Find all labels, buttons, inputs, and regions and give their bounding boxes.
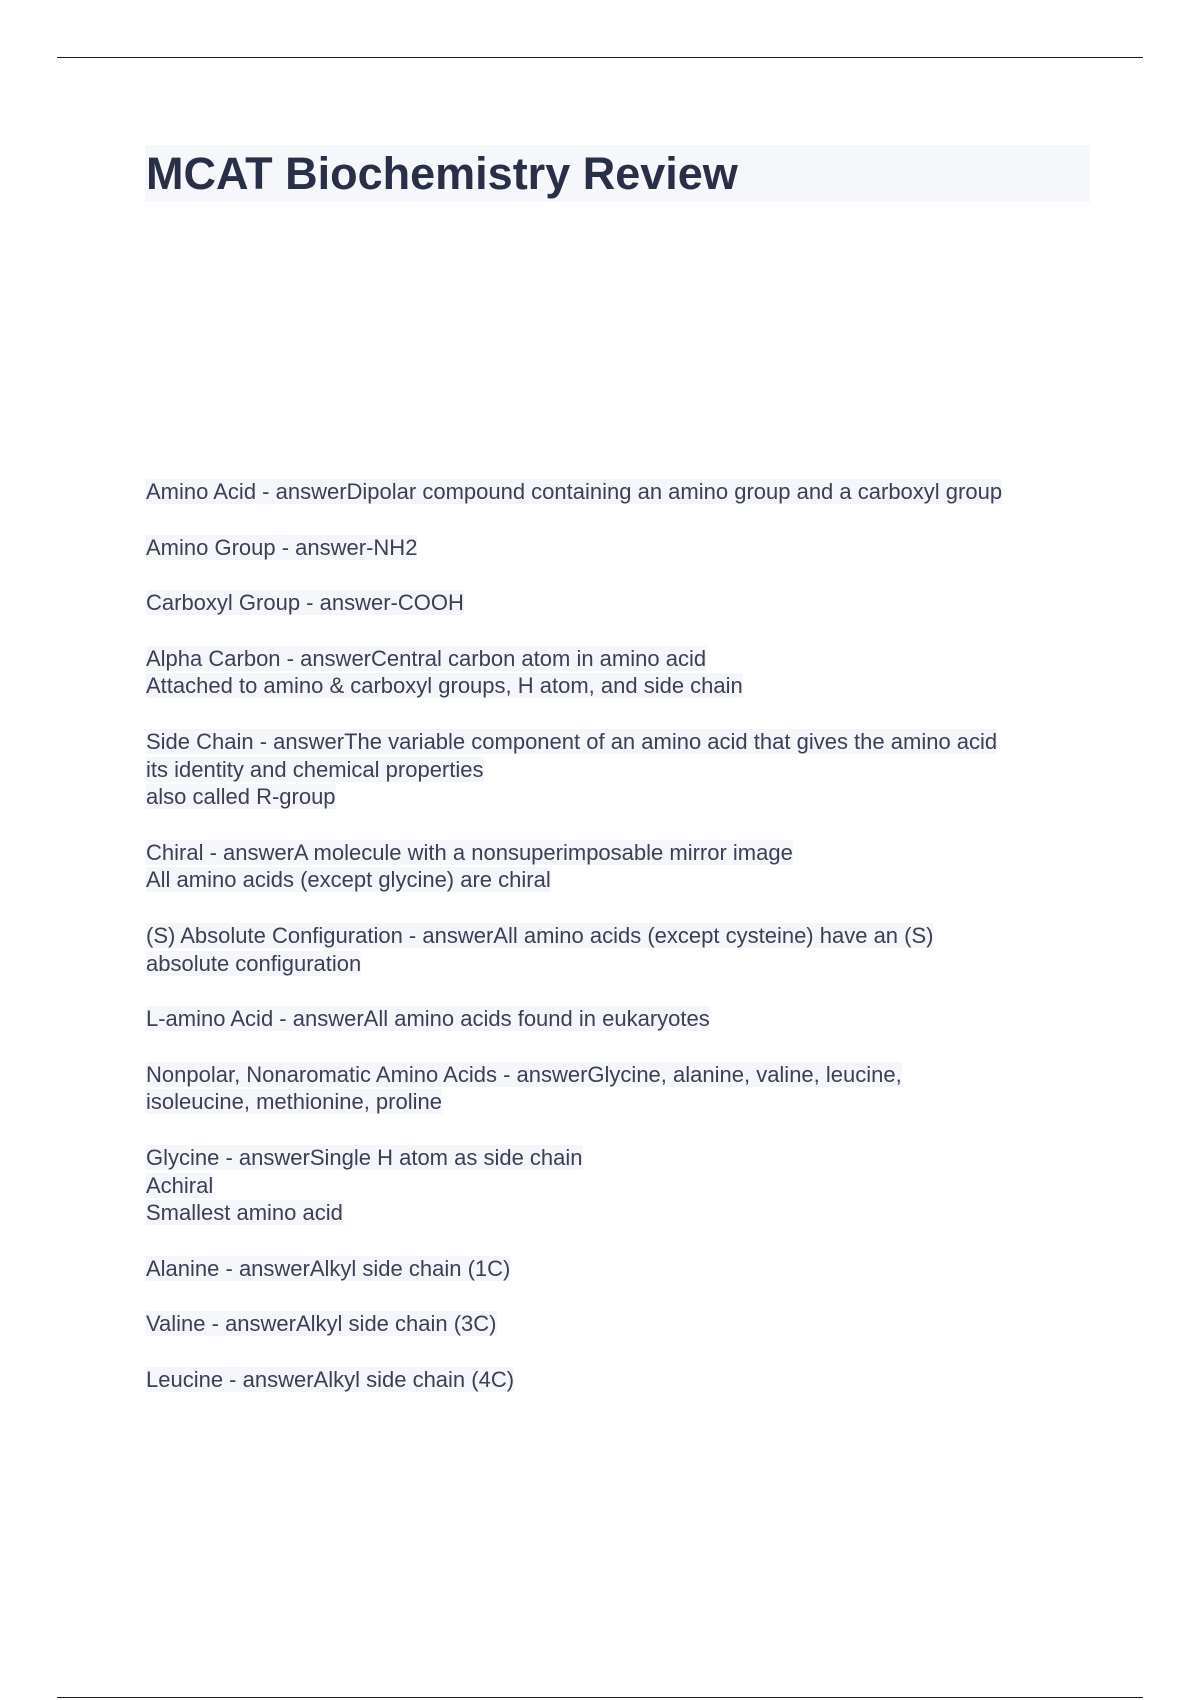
entry-term-line <box>146 478 1101 506</box>
flashcard-entry <box>146 839 1101 894</box>
flashcard-entry <box>146 1310 1101 1338</box>
entry-text: absolute configuration <box>146 950 362 976</box>
top-rule <box>57 57 1143 58</box>
entry-text: Nonpolar, Nonaromatic Amino Acids - answerGlycine, alanine, valine, leucine, <box>146 1061 902 1087</box>
entry-term-line <box>146 839 1101 867</box>
entry-text: Attached to amino & carboxyl groups, H atom, and side chain <box>146 673 743 699</box>
entry-detail-line <box>146 1199 1101 1227</box>
entry-detail-line <box>146 1172 1101 1200</box>
entry-text: its identity and chemical properties <box>146 756 484 782</box>
entry-text: Valine - answerAlkyl side chain (3C) <box>146 1311 497 1337</box>
flashcard-entry <box>146 1144 1101 1227</box>
flashcard-entry <box>146 534 1101 562</box>
entry-text: Glycine - answerSingle H atom as side chain <box>146 1144 583 1170</box>
entry-detail-line <box>146 1088 1101 1116</box>
flashcard-entry <box>146 478 1101 506</box>
entry-term-line <box>146 1310 1101 1338</box>
document-title: MCAT Biochemistry Review <box>146 148 738 199</box>
flashcard-entry <box>146 645 1101 700</box>
entry-term-line <box>146 589 1101 617</box>
entry-detail-line <box>146 672 1101 700</box>
flashcard-entry <box>146 1061 1101 1116</box>
entry-term-line <box>146 1005 1101 1033</box>
entry-text: L-amino Acid - answerAll amino acids found in eukaryotes <box>146 1006 710 1032</box>
flashcard-entry <box>146 922 1101 977</box>
entry-detail-line <box>146 866 1101 894</box>
entry-term-line <box>146 922 1101 950</box>
entry-term-line <box>146 645 1101 673</box>
entry-text: Side Chain - answerThe variable component of an amino acid that gives the amino acid <box>146 728 998 754</box>
entry-detail-line <box>146 756 1101 784</box>
entry-term-line <box>146 1255 1101 1283</box>
entry-text: Achiral <box>146 1172 214 1198</box>
entry-text: Leucine - answerAlkyl side chain (4C) <box>146 1366 515 1392</box>
entry-text: Carboxyl Group - answer-COOH <box>146 590 464 616</box>
entry-text: Smallest amino acid <box>146 1200 343 1226</box>
entry-term-line <box>146 1144 1101 1172</box>
entry-term-line <box>146 1061 1101 1089</box>
bottom-rule <box>57 1697 1143 1698</box>
entry-text: Alanine - answerAlkyl side chain (1C) <box>146 1255 511 1281</box>
entry-text: Amino Acid - answerDipolar compound containing an amino group and a carboxyl group <box>146 479 1003 504</box>
entry-text: also called R-group <box>146 784 336 810</box>
entry-detail-line <box>146 950 1101 978</box>
flashcard-entry <box>146 1005 1101 1033</box>
flashcard-entry <box>146 1366 1101 1394</box>
entry-term-line <box>146 728 1101 756</box>
entry-text: Amino Group - answer-NH2 <box>146 534 418 560</box>
entry-text: Alpha Carbon - answerCentral carbon atom in amino acid <box>146 645 707 671</box>
entry-text: (S) Absolute Configuration - answerAll amino acids (except cysteine) have an (S) <box>146 922 934 948</box>
entry-text: All amino acids (except glycine) are chiral <box>146 867 551 893</box>
flashcard-list <box>146 478 1101 1421</box>
entry-term-line <box>146 534 1101 562</box>
flashcard-entry <box>146 1255 1101 1283</box>
flashcard-entry <box>146 589 1101 617</box>
flashcard-entry <box>146 728 1101 811</box>
entry-detail-line <box>146 783 1101 811</box>
entry-term-line <box>146 1366 1101 1394</box>
entry-text: isoleucine, methionine, proline <box>146 1089 442 1115</box>
entry-text: Chiral - answerA molecule with a nonsuperimposable mirror image <box>146 839 793 865</box>
